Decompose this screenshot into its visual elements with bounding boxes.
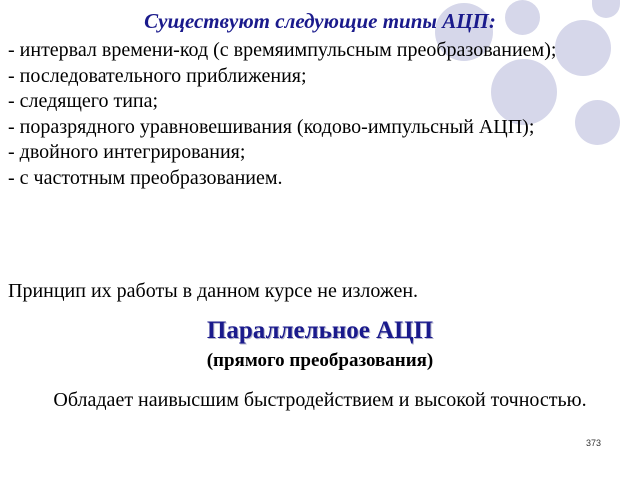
list-item: - следящего типа;	[8, 90, 159, 112]
adc-types-list	[8, 38, 608, 191]
list-item: - двойного интегрирования;	[8, 141, 246, 163]
list-item: - последовательного приближения;	[8, 64, 307, 87]
page-number: 373	[586, 438, 602, 448]
section-subtitle: (прямого преобразования)	[206, 350, 434, 371]
section-title: Параллельное АЦП	[206, 317, 434, 344]
list-item: - поразрядного уравновешивания (кодово-импульсный АЦП);	[8, 115, 535, 138]
note-text: Принцип их работы в данном курсе не изложен.	[8, 280, 419, 302]
slide-heading: Существуют следующие типы АЦП:	[144, 9, 496, 33]
description-text: Обладает наивысшим быстродействием и высокой точностью.	[53, 389, 587, 411]
list-item: - интервал времени-код (с времяимпульсным преобразованием);	[8, 39, 557, 61]
list-item: - с частотным преобразованием.	[8, 166, 283, 189]
